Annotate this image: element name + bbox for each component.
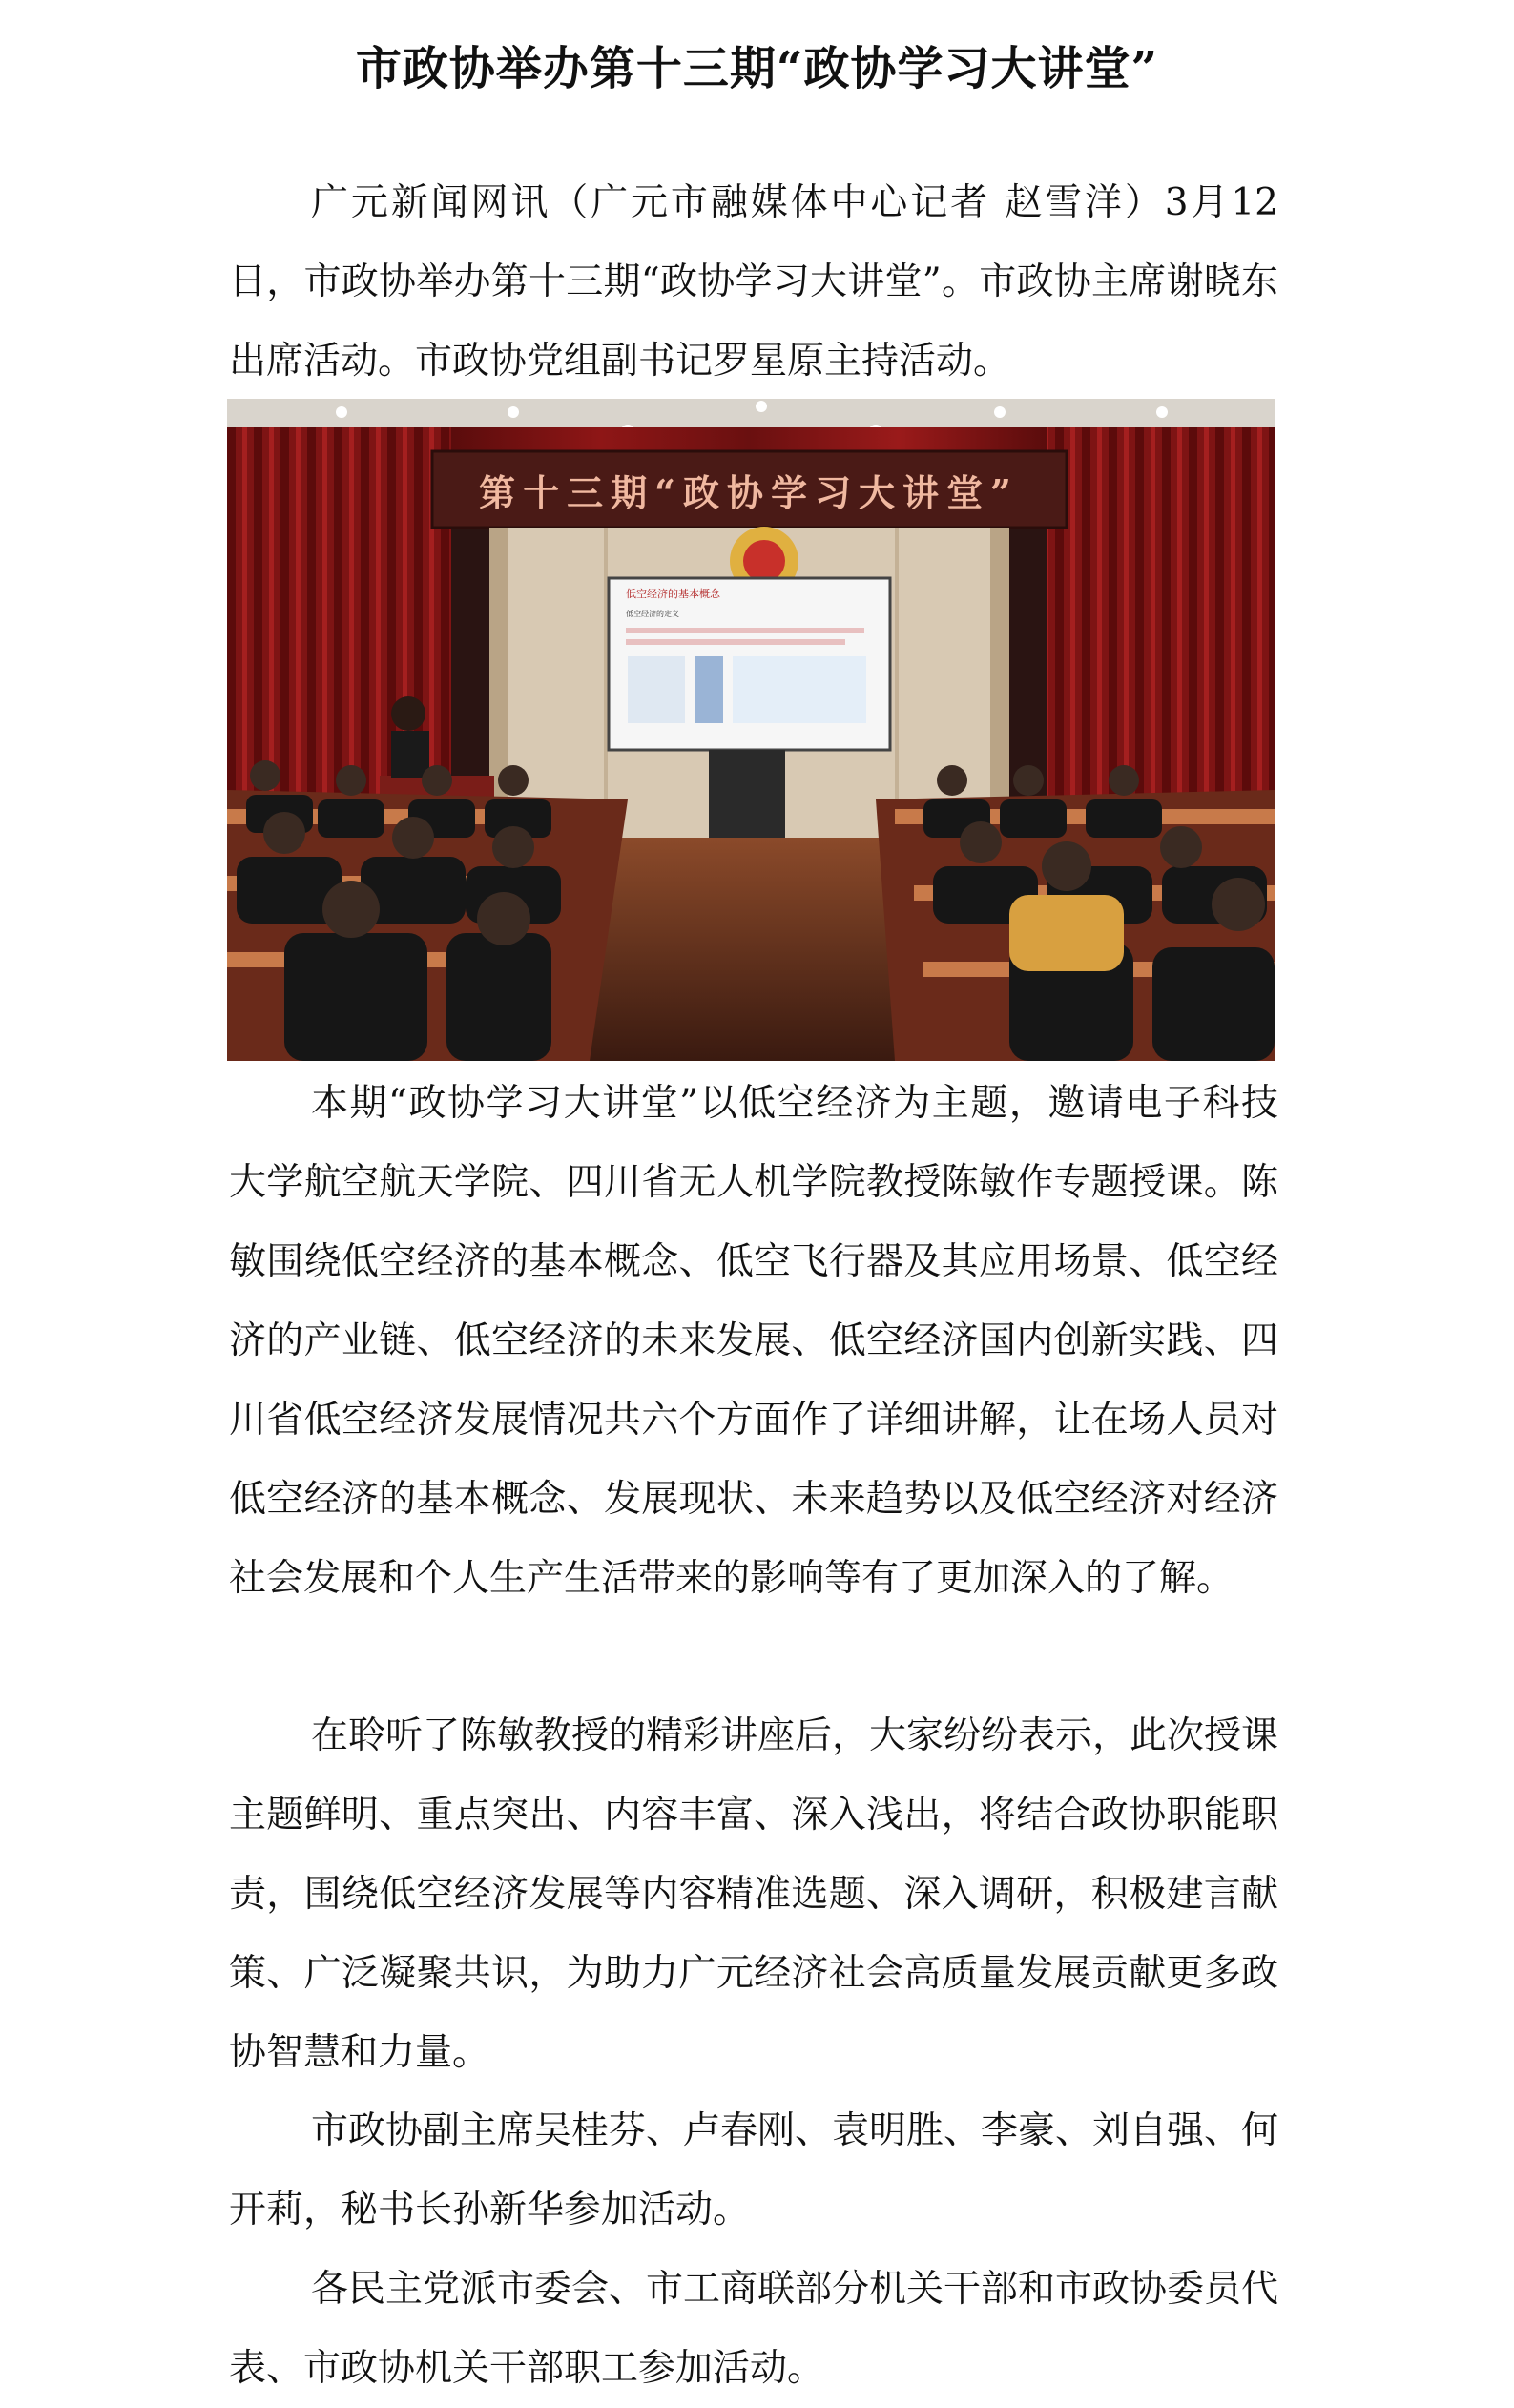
paragraph-topic: 本期“政协学习大讲堂”以低空经济为主题，邀请电子科技大学航空航天学院、四川省无人机学院教授陈敏作专题授课。陈敏围绕低空经济的基本概念、低空飞行器及其应用场景、低空经济的产业链、低空经济的未来发展、低空经济国内创新实践、四川省低空经济发展情况共六个方面作了详细讲解，让在场人员对低空经济的基本概念、发展现状、未来趋势以及低空经济对经济社会发展和个人生产生活带来的影响等有了更加深入的了解。	[229, 1082, 1278, 1600]
paragraph-participants: 各民主党派市委会、市工商联部分机关干部和市政协委员代表、市政协机关干部职工参加活动。	[229, 2268, 1279, 2390]
banner-text: 第十三期“政协学习大讲堂”	[479, 471, 1019, 514]
paragraph-attendees: 市政协副主席吴桂芬、卢春刚、袁明胜、李豪、刘自强、何开莉，秘书长孙新华参加活动。	[229, 2109, 1279, 2232]
paragraph-intro: 广元新闻网讯（广元市融媒体中心记者 赵雪洋）3月12日，市政协举办第十三期“政协学习大讲堂”。市政协主席谢晓东出席活动。市政协党组副书记罗星原主持活动。	[229, 181, 1278, 383]
paragraph-feedback: 在聆听了陈敏教授的精彩讲座后，大家纷纷表示，此次授课主题鲜明、重点突出、内容丰富、深入浅出，将结合政协职能职责，围绕低空经济发展等内容精准选题、深入调研，积极建言献策、广泛凝聚共识，为助力广元经济社会高质量发展贡献更多政协智慧和力量。	[229, 1714, 1279, 2074]
slide-subtitle: 低空经济的定义	[626, 610, 679, 618]
slide-title: 低空经济的基本概念	[626, 588, 720, 600]
lecture-photo	[227, 399, 1275, 1061]
article-title: 市政协举办第十三期“政协学习大讲堂”	[355, 42, 1159, 96]
